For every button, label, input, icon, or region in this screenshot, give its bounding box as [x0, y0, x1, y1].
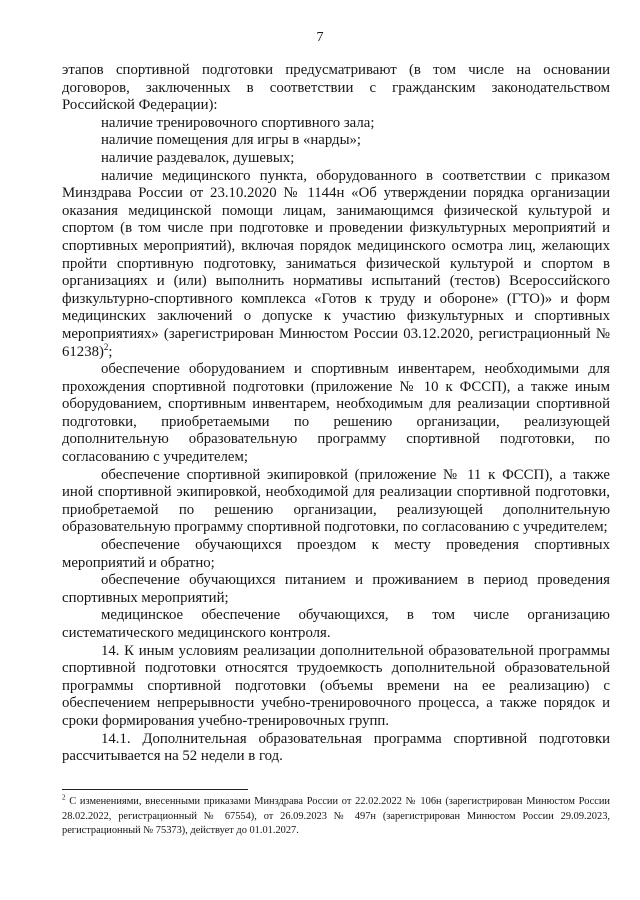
list-item-sport-gear: обеспечение спортивной экипировкой (приложение № 11 к ФССП), а также иной спортивной экипировкой, необходимой для реализации спортивной подготовки, приобретаемой по решению организации, реализующей дополнительную образовательную программу спортивной подготовки, по согласованию с учредителем;: [62, 466, 610, 536]
list-item-travel: обеспечение обучающихся проездом к месту проведения спортивных мероприятий и обратно;: [62, 537, 610, 571]
list-item-medical-point: [62, 168, 610, 362]
paragraph-intro: этапов спортивной подготовки предусматривают (в том числе на основании договоров, заключенных в соответствии с гражданским законодательством Российской Федерации):: [62, 62, 610, 114]
footnote-text: С изменениями, внесенными приказами Минздрава России от 22.02.2022 № 106н (зарегистрирован Минюстом России 28.02.2022, регистрационный № 67554), от 26.09.2023 № 497н (зарегистрирован Минюстом России 29.09.2023, регистрационный № 75373), действует до 01.01.2027.: [62, 796, 610, 837]
page-number: 7: [316, 30, 324, 45]
list-item-gym: наличие тренировочного спортивного зала;: [101, 114, 375, 131]
footnote-separator: [62, 789, 248, 790]
list-item-locker-rooms: наличие раздевалок, душевых;: [101, 149, 295, 166]
footnote-reference: 2: [103, 341, 109, 352]
footnote: [62, 795, 610, 839]
paragraph-section-14: 14. К иным условиям реализации дополнительной образовательной программы спортивной подготовки относятся трудоемкость дополнительной образовательной программы спортивной подготовки (объемы времени на ее реализацию) с обеспечением непрерывности учебно-тренировочного процесса, а также порядок и сроки формирования учебно-тренировочных групп.: [62, 642, 610, 729]
list-item-meals-lodging: обеспечение обучающихся питанием и проживанием в период проведения спортивных мероприятий;: [62, 572, 610, 606]
medical-point-tail: ;: [108, 343, 113, 360]
paragraph-section-14-1: 14.1. Дополнительная образовательная программа спортивной подготовки рассчитывается на 52 недели в год.: [62, 730, 610, 765]
document-body: [62, 62, 610, 766]
medical-point-text: наличие медицинского пункта, оборудованного в соответствии с приказом Минздрава России от 23.10.2020 № 1144н «Об утверждении порядка организации оказания медицинской помощи лицам, занимающимся физической культурой и спортом (в том числе при подготовке и проведении физкультурных мероприятий и спортивных мероприятий), включая порядок медицинского осмотра лиц, желающих пройти спортивную подготовку, заниматься физической культурой и спортом в организациях и (или) выполнить нормативы испытаний (тестов) Всероссийского физкультурно-спортивного комплекса «Готов к труду и обороне» (ГТО)» и форм медицинских заключений о допуске к участию физкультурных и спортивных мероприятиях» (зарегистрирован Минюстом России 03.12.2020, регистрационный № 61238): [62, 167, 610, 360]
footnote-marker: 2: [62, 793, 66, 802]
list-item-equipment: обеспечение оборудованием и спортивным инвентарем, необходимыми для прохождения спортивной подготовки (приложение № 10 к ФССП), а также иным оборудованием, спортивным инвентарем, необходимым для реализации спортивной подготовки, приобретаемыми по решению организации, реализующей дополнительную образовательную программу спортивной подготовки, по согласованию с учредителем;: [62, 361, 610, 466]
list-item-nardy-room: наличие помещения для игры в «нарды»;: [101, 132, 362, 149]
list-item-medical-support: медицинское обеспечение обучающихся, в том числе организацию систематического медицинского контроля.: [62, 607, 610, 641]
